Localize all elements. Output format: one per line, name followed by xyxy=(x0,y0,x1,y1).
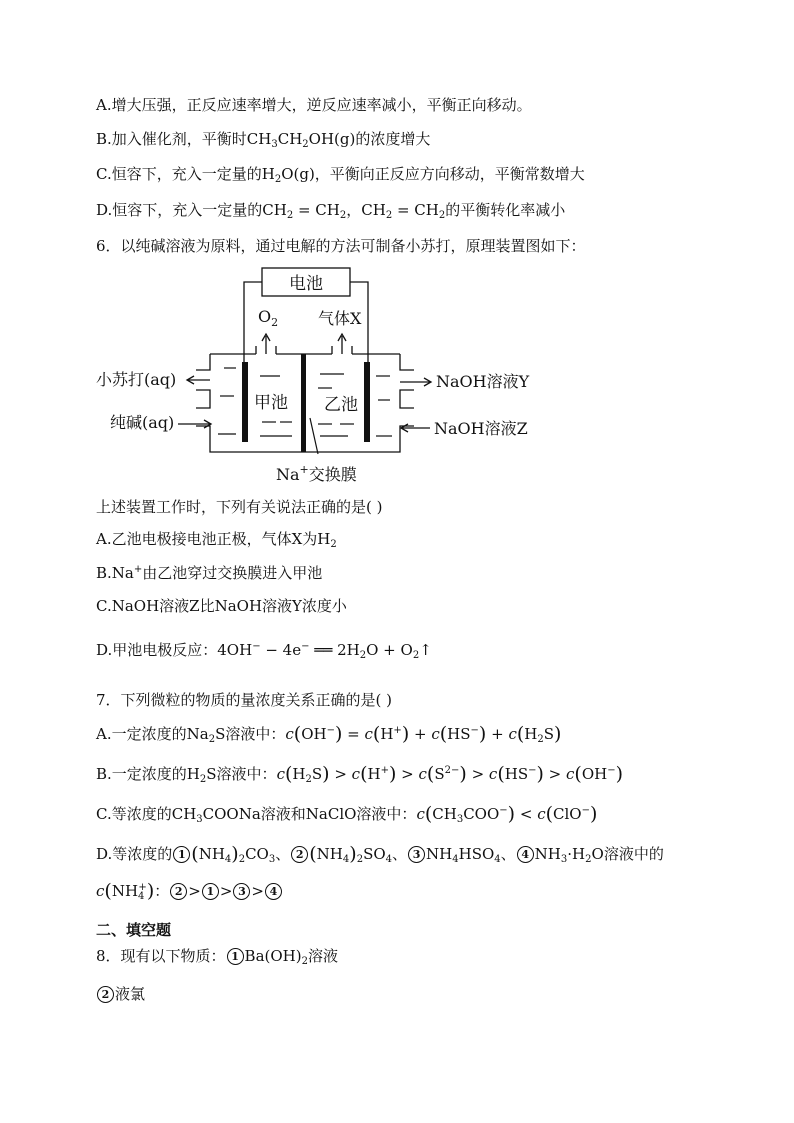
q8-stem-text: 8．现有以下物质： xyxy=(96,947,226,965)
q6-option-d-text: D.甲池电极反应： xyxy=(96,641,218,659)
q5-option-c xyxy=(96,164,585,184)
q7-option-b-acid: $H_2S$ xyxy=(186,765,217,785)
q6-option-b-text: 由乙池穿过交换膜进入甲池 xyxy=(142,564,323,582)
q7-option-d-item3: $NH_4HSO_4$ xyxy=(426,845,501,865)
gas-x-label: 气体X xyxy=(318,309,362,328)
q6-stem: 6．以纯碱溶液为原料，通过电解的方法可制备小苏打，原理装置图如下： xyxy=(96,237,586,255)
q8-item2: 液氯 xyxy=(115,985,146,1003)
q7-stem: 7．下列微粒的物质的量浓度关系正确的是( ) xyxy=(96,691,393,709)
q8-stem xyxy=(96,946,338,966)
q7-option-a-mid: 溶液中： xyxy=(225,725,286,743)
q7-option-c-formula: $c(CH_3COO^-) < c(ClO^-)$ xyxy=(416,803,598,825)
q5-option-d xyxy=(96,200,565,220)
q7-option-c-text: C.等浓度的 xyxy=(96,805,172,823)
q7-option-b-mid: 溶液中： xyxy=(216,765,277,783)
electrode-right xyxy=(364,362,370,442)
q8-item1: $Ba(OH)_2$溶液 xyxy=(244,947,338,967)
cell-a-label: 甲池 xyxy=(254,393,288,413)
q7-option-d-text: D.等浓度的 xyxy=(96,845,173,863)
q7-option-a-formula: $c(OH^-) = c(H^+) + c(HS^-) + c(H_2S)$ xyxy=(285,723,562,745)
membrane xyxy=(301,354,306,452)
left-top-label: 小苏打(aq) xyxy=(96,370,177,389)
q5-option-b xyxy=(96,129,430,149)
q7-option-d: D.等浓度的 1 $(NH_4)_2CO_3$、 2 $(NH_4)_2SO_4$、 3 $NH_4HSO_4$、 4 $NH_3\cdot H_2O$溶液中的 xyxy=(96,843,664,865)
q5-option-d-text: D.恒容下，充入一定量的 xyxy=(96,201,263,219)
circled-4b: 4 xyxy=(265,883,282,900)
q6-option-a-formula: $H_2$ xyxy=(317,530,337,550)
circled-4: 4 xyxy=(517,846,534,863)
circled-1b: 1 xyxy=(202,883,219,900)
q6-option-d-formula: 4OH− − 4e− ══ $2H_2O$ + $O_2↑$ xyxy=(217,641,432,661)
q5-option-d-formula2: $CH_2 = CH_2$ xyxy=(361,201,446,221)
q7-option-d-item2: $(NH_4)_2SO_4$ xyxy=(309,843,393,865)
o2-label: $O_2$ xyxy=(258,307,279,329)
q5-option-d-sep: ， xyxy=(346,201,362,219)
q7-option-a-salt: $Na_2S$ xyxy=(186,725,226,745)
section-heading: 二、填空题 xyxy=(96,921,172,939)
q7-option-c-salt: $CH_3COONa$ xyxy=(171,805,261,825)
q6-option-d xyxy=(96,640,432,660)
q7-option-d-tail: 溶液中的 xyxy=(603,845,664,863)
q8-item2-line xyxy=(96,984,145,1004)
q5-option-c-formula: $H_2O(g)$ xyxy=(261,165,315,185)
circled-2b: 2 xyxy=(170,883,187,900)
circled-2: 2 xyxy=(291,846,308,863)
q7-option-c xyxy=(96,804,597,824)
q6-option-a-text: A.乙池电极接电池正极，气体X为 xyxy=(96,530,318,548)
q7-option-d-ammonium: $c(NH_4^+)$ xyxy=(96,880,155,902)
q6-question: 上述装置工作时，下列有关说法正确的是( ) xyxy=(96,498,383,516)
q7-option-a xyxy=(96,724,561,744)
battery-label: 电池 xyxy=(289,274,323,294)
q5-option-b-text: B.加入催化剂，平衡时 xyxy=(96,130,247,148)
q5-option-b-formula: $CH_3CH_2OH(g)$ xyxy=(246,130,356,150)
circled-1: 1 xyxy=(173,846,190,863)
q5-option-c-tail: ，平衡向正反应方向移动，平衡常数增大 xyxy=(314,165,585,183)
q5-option-c-text: C.恒容下，充入一定量的 xyxy=(96,165,262,183)
q6-option-b-ion: Na+ xyxy=(111,564,143,582)
circled-2c: 2 xyxy=(97,986,114,1003)
q5-option-a: A.增大压强，正反应速率增大，逆反应速率减小，平衡正向移动。 xyxy=(96,96,532,114)
q7-option-b xyxy=(96,764,623,784)
cell-b-label: 乙池 xyxy=(324,395,358,415)
q6-option-a xyxy=(96,529,337,549)
membrane-label: Na+交换膜 xyxy=(276,463,357,484)
q5-option-b-tail: 的浓度增大 xyxy=(355,130,431,148)
q7-option-d-item4: $NH_3\cdot H_2O$ xyxy=(534,845,604,865)
circled-3b: 3 xyxy=(233,883,250,900)
left-bottom-label: 纯碱(aq) xyxy=(110,413,175,432)
q7-option-a-text: A.一定浓度的 xyxy=(96,725,187,743)
membrane-pointer xyxy=(310,418,318,454)
circled-3: 3 xyxy=(408,846,425,863)
q6-option-c: C.NaOH溶液Z比NaOH溶液Y浓度小 xyxy=(96,597,347,615)
q6-option-b xyxy=(96,563,322,583)
q6-option-b-prefix: B. xyxy=(96,564,112,582)
q7-option-c-mid: 溶液和NaClO溶液中： xyxy=(260,805,417,823)
circled-1c: 1 xyxy=(227,948,244,965)
electrode-left xyxy=(242,362,248,442)
right-top-label: NaOH溶液Y xyxy=(436,372,530,391)
q7-option-b-text: B.一定浓度的 xyxy=(96,765,187,783)
q5-option-d-formula: $CH_2 = CH_2$ xyxy=(262,201,347,221)
q7-option-d-item1: $(NH_4)_2CO_3$ xyxy=(191,843,276,865)
q7-option-d-line2: $c(NH_4^+)$： 2 > 1 > 3 > 4 xyxy=(96,881,283,901)
q7-option-b-formula: $c(H_2S) > c(H^+) > c(S^{2-}) > c(HS^-) > c(OH^-)$ xyxy=(276,763,624,785)
electrolysis-diagram xyxy=(96,266,556,488)
right-bottom-label: NaOH溶液Z xyxy=(434,419,528,438)
q5-option-d-tail: 的平衡转化率减小 xyxy=(445,201,566,219)
